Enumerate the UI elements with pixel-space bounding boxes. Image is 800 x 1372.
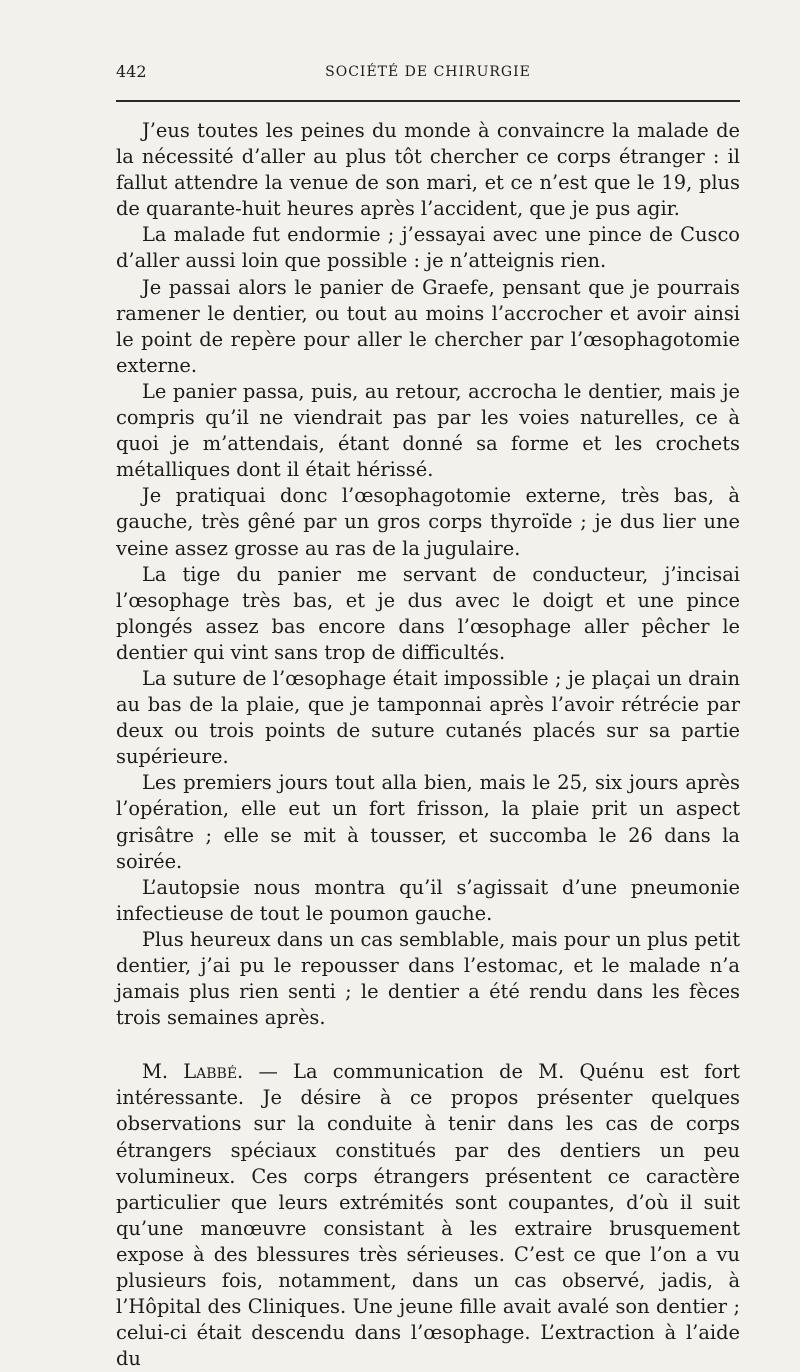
section-gap — [116, 1031, 740, 1059]
header-rule — [116, 100, 740, 102]
running-head — [116, 56, 740, 88]
labbe-text: — La communication de M. Quénu est fort intéressante. Je désire à ce propos présenter quelques observations sur la conduite à tenir dans les cas de corps étrangers spéciaux constitués par des dentiers un peu volumineux. Ces corps étrangers présentent ce caractère particulier que leurs extrémités sont coupantes, d’où il suit qu’une manœuvre consistant à les extraire brusquement expose à des blessures très sérieuses. C’est ce que l’on a vu plusieurs fois, notamment, dans un cas observé, jadis, à l’Hôpital des Cliniques. Une jeune fille avait avalé son dentier ; celui-ci était descendu dans l’œsophage. L’extraction à l’aide du — [116, 1060, 740, 1371]
paragraph: Le panier passa, puis, au retour, accrocha le dentier, mais je compris qu’il ne viendrait pas par les voies naturelles, ce à quoi je m’attendais, étant donné sa forme et les crochets métalliques dont il était hérissé. — [116, 379, 740, 482]
paragraph: Je pratiquai donc l’œsophagotomie externe, très bas, à gauche, très gêné par un gros corps thyroïde ; je dus lier une veine assez grosse au ras de la jugulaire. — [116, 484, 740, 560]
body-text — [116, 118, 740, 1372]
paragraph: Plus heureux dans un cas semblable, mais pour un plus petit dentier, j’ai pu le repousser dans l’estomac, et le malade n’a jamais plus rien senti ; le dentier a été rendu dans les fèces trois semaines après. — [116, 927, 740, 1030]
page-number: 442 — [116, 62, 147, 81]
paragraph: La tige du panier me servant de conducteur, j’incisai l’œsophage très bas, et je dus avec le doigt et une pince plongés assez bas encore dans l’œsophage aller pêcher le dentier qui vint sans trop de difficultés. — [116, 562, 740, 664]
paragraph: Les premiers jours tout alla bien, mais le 25, six jours après l’opération, elle eut un fort frisson, la plaie prit un aspect grisâtre ; elle se mit à tousser, et succomba le 26 dans la soirée. — [116, 771, 740, 873]
journal-title: SOCIÉTÉ DE CHIRURGIE — [325, 64, 531, 80]
paragraph: La malade fut endormie ; j’essayai avec une pince de Cusco d’aller aussi loin que possible : je n’atteignis rien. — [116, 223, 740, 273]
speaker-name: M. Labbé. — [142, 1060, 244, 1084]
paragraph: La suture de l’œsophage était impossible ; je plaçai un drain au bas de la plaie, que je tamponnai après l’avoir rétrécie par deux ou trois points de suture cutanés placés sur sa partie supérieure. — [116, 666, 740, 769]
paragraph: J’eus toutes les peines du monde à convaincre la malade de la nécessité d’aller au plus tôt chercher ce corps étranger : il fallut attendre la venue de son mari, et ce n’est que le 19, plus de quarante-huit heures après l’accident, que je pus agir. — [116, 119, 740, 221]
paragraph: L’autopsie nous montra qu’il s’agissait d’une pneumonie infectieuse de tout le poumon gauche. — [116, 875, 740, 925]
labbe-paragraph — [116, 1059, 740, 1372]
paragraph: Je passai alors le panier de Graefe, pensant que je pourrais ramener le dentier, ou tout au moins l’accrocher et avoir ainsi le point de repère pour aller le chercher par l’œsophagotomie externe. — [116, 275, 740, 377]
